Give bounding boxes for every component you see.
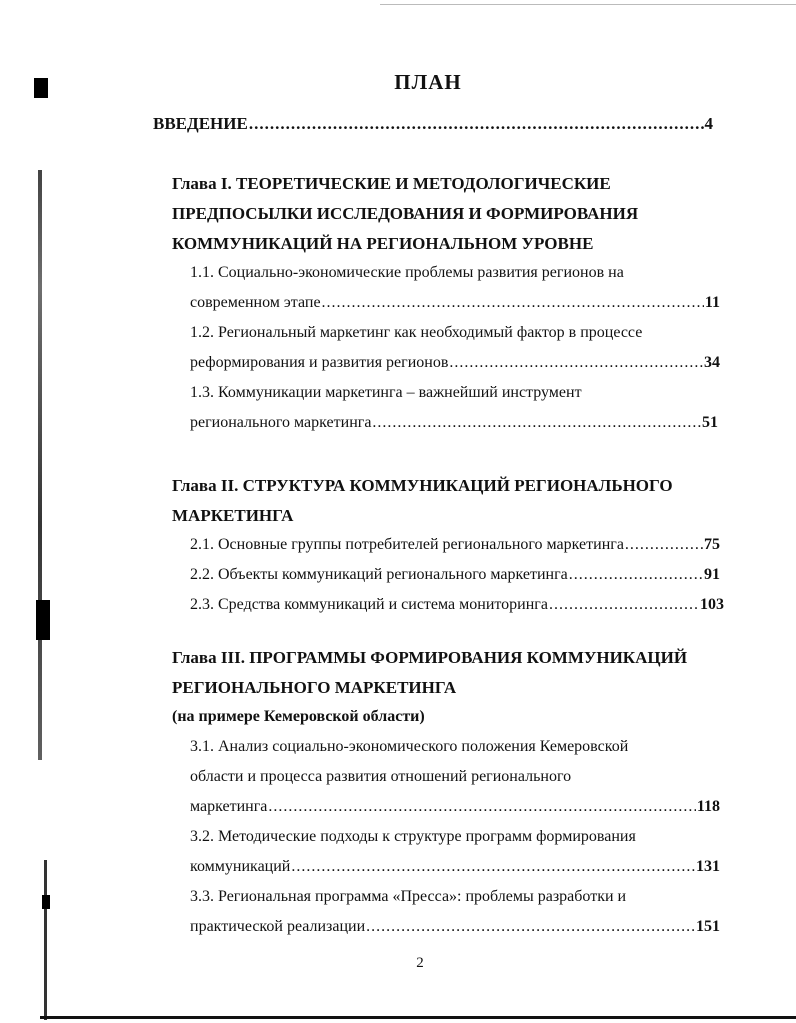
chapter-3-heading-line: Глава III. ПРОГРАММЫ ФОРМИРОВАНИЯ КОММУНИКАЦИЙ bbox=[172, 648, 688, 667]
toc-entry-label: практической реализации bbox=[190, 918, 366, 935]
toc-entry-label: 2.2. Объекты коммуникаций регионального маркетинга bbox=[190, 566, 568, 583]
scan-bottom-edge bbox=[40, 1016, 796, 1019]
toc-entry-3-3 bbox=[190, 918, 720, 936]
toc-entry-2-1 bbox=[190, 536, 720, 554]
toc-entry-label: реформирования и развития регионов bbox=[190, 354, 449, 371]
toc-leader-dots bbox=[268, 798, 696, 816]
toc-leader-dots bbox=[366, 918, 695, 936]
toc-entry-3-1 bbox=[190, 798, 720, 816]
toc-section-3-1-line: области и процесса развития отношений регионального bbox=[190, 768, 572, 785]
chapter-3-subheading: (на примере Кемеровской области) bbox=[172, 708, 425, 725]
scan-binding-shadow bbox=[44, 860, 47, 1020]
toc-entry-introduction bbox=[153, 114, 713, 134]
toc-leader-dots bbox=[625, 536, 703, 554]
toc-page-number: 75 bbox=[704, 536, 720, 553]
toc-entry-1-1 bbox=[190, 294, 720, 312]
scan-binding-shadow bbox=[38, 170, 42, 760]
chapter-1-heading-line: КОММУНИКАЦИЙ НА РЕГИОНАЛЬНОМ УРОВНЕ bbox=[172, 234, 594, 253]
toc-entry-label: современном этапе bbox=[190, 294, 321, 311]
toc-page-number: 118 bbox=[696, 798, 720, 815]
toc-entry-label: регионального маркетинга bbox=[190, 414, 372, 431]
toc-page-number: 34 bbox=[704, 354, 720, 371]
toc-entry-2-3 bbox=[190, 596, 724, 614]
scan-artifact-mark bbox=[42, 895, 50, 909]
toc-entry-label: коммуникаций bbox=[190, 858, 291, 875]
scan-edge-line bbox=[380, 4, 796, 5]
toc-leader-dots bbox=[449, 354, 703, 372]
page-title: ПЛАН bbox=[394, 70, 462, 94]
toc-leader-dots bbox=[322, 294, 704, 312]
toc-page-number: 91 bbox=[704, 566, 720, 583]
toc-entry-label: ВВЕДЕНИЕ bbox=[153, 114, 248, 133]
toc-section-3-1-line: 3.1. Анализ социально-экономического положения Кемеровской bbox=[190, 738, 629, 755]
toc-page-number: 131 bbox=[696, 858, 720, 875]
toc-section-3-2-line: 3.2. Методические подходы к структуре программ формирования bbox=[190, 828, 636, 845]
toc-section-1-3-line: 1.3. Коммуникации маркетинга – важнейший инструмент bbox=[190, 384, 582, 401]
toc-section-1-1-line: 1.1. Социально-экономические проблемы развития регионов на bbox=[190, 264, 624, 281]
toc-page-number: 51 bbox=[702, 414, 718, 431]
toc-section-3-3-line: 3.3. Региональная программа «Пресса»: проблемы разработки и bbox=[190, 888, 627, 905]
toc-page-number: 103 bbox=[700, 596, 724, 613]
chapter-1-heading-line: Глава I. ТЕОРЕТИЧЕСКИЕ И МЕТОДОЛОГИЧЕСКИЕ bbox=[172, 174, 611, 193]
toc-page-number: 4 bbox=[704, 114, 713, 133]
toc-leader-dots bbox=[291, 858, 695, 876]
chapter-2-heading-line: Глава II. СТРУКТУРА КОММУНИКАЦИЙ РЕГИОНАЛЬНОГО bbox=[172, 476, 673, 495]
toc-entry-1-3 bbox=[190, 414, 718, 432]
toc-leader-dots bbox=[569, 566, 703, 584]
chapter-2-heading-line: МАРКЕТИНГА bbox=[172, 506, 294, 525]
scan-artifact-mark bbox=[36, 600, 50, 640]
toc-entry-3-2 bbox=[190, 858, 720, 876]
toc-leader-dots bbox=[372, 414, 701, 432]
toc-entry-label: 2.3. Средства коммуникаций и система мониторинга bbox=[190, 596, 548, 613]
chapter-1-heading-line: ПРЕДПОСЫЛКИ ИССЛЕДОВАНИЯ И ФОРМИРОВАНИЯ bbox=[172, 204, 639, 223]
toc-entry-label: маркетинга bbox=[190, 798, 268, 815]
toc-page-number: 11 bbox=[704, 294, 720, 311]
toc-section-1-2-line: 1.2. Региональный маркетинг как необходимый фактор в процессе bbox=[190, 324, 643, 341]
chapter-3-heading-line: РЕГИОНАЛЬНОГО МАРКЕТИНГА bbox=[172, 678, 457, 697]
toc-entry-2-2 bbox=[190, 566, 720, 584]
toc-page-number: 151 bbox=[696, 918, 720, 935]
page-number: 2 bbox=[416, 955, 424, 971]
toc-entry-1-2 bbox=[190, 354, 720, 372]
toc-leader-dots bbox=[549, 596, 699, 614]
toc-entry-label: 2.1. Основные группы потребителей регионального маркетинга bbox=[190, 536, 624, 553]
toc-leader-dots bbox=[249, 114, 704, 134]
